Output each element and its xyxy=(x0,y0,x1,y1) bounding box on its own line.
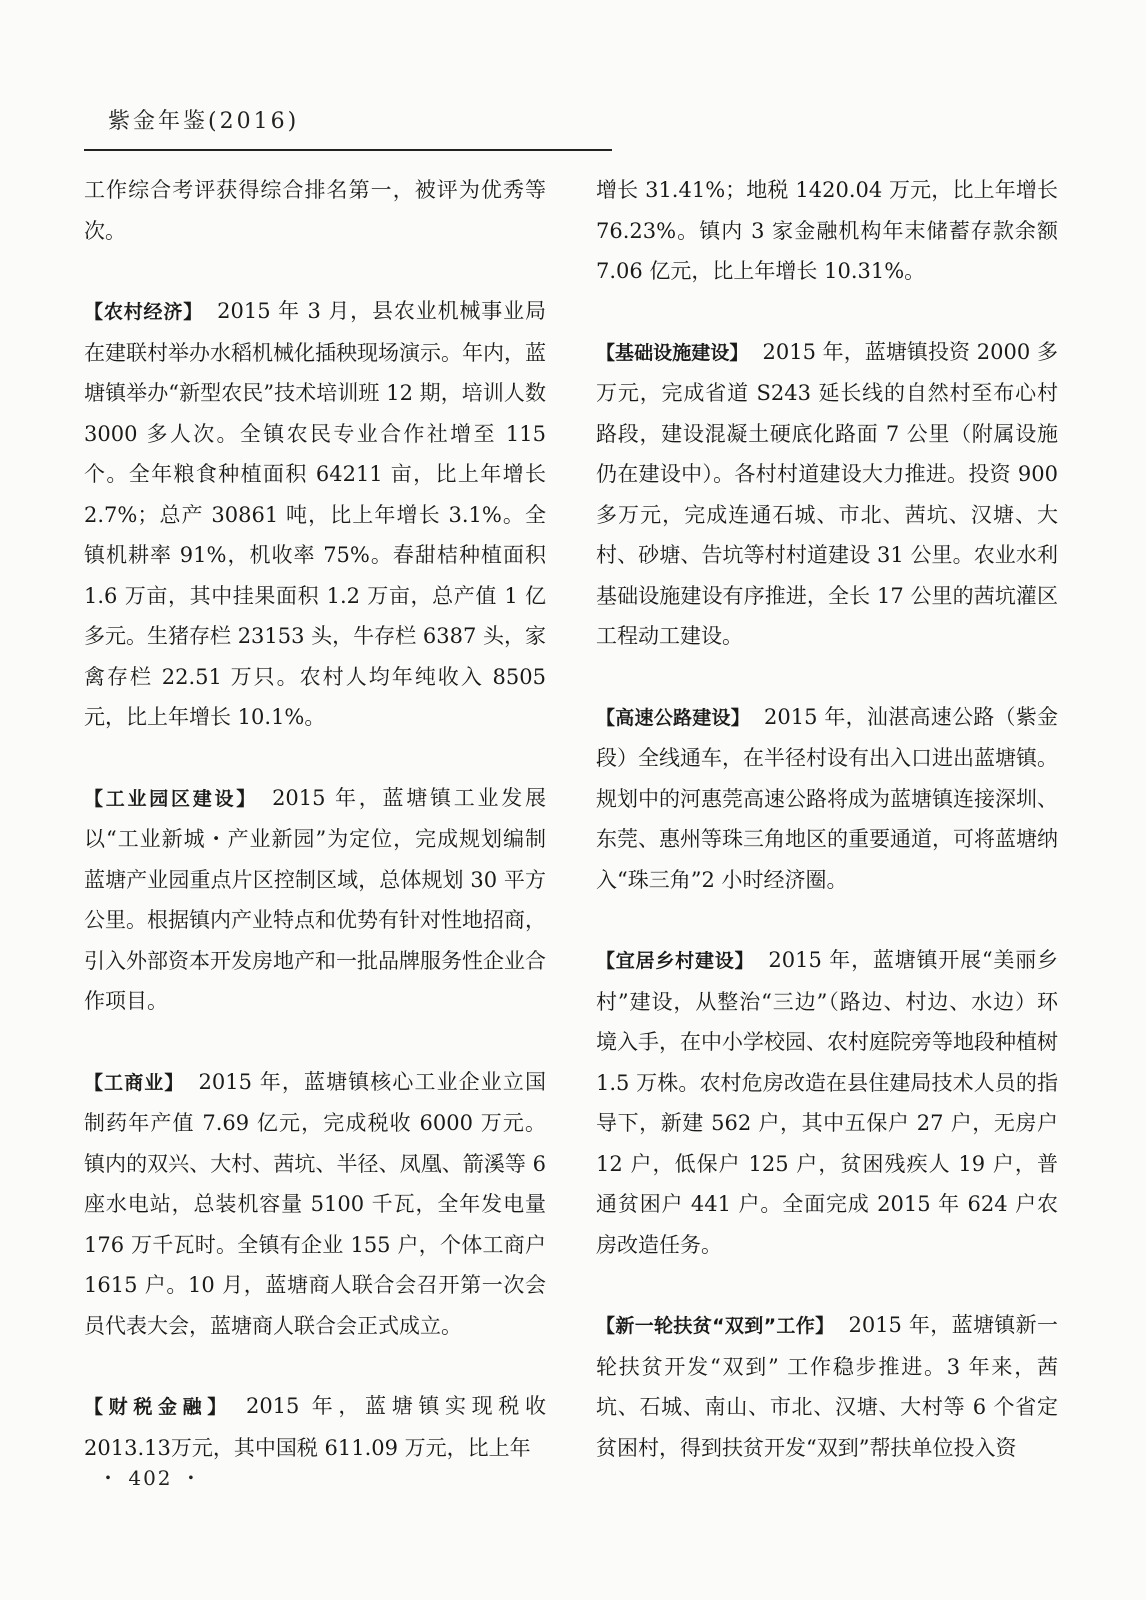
continued-paragraph: 增长 31.41%；地税 1420.04 万元，比上年增长 76.23%。镇内 3 家金融机构年末储蓄存款余额 7.06 亿元，比上年增长 10.31%。 xyxy=(596,178,1058,283)
section-heading: 【工商业】 xyxy=(84,1071,185,1094)
section-heading: 【宜居乡村建设】 xyxy=(596,950,755,972)
section-body: 2015 年，蓝塘镇核心工业企业立国制药年产值 7.69 亿元，完成税收 6000 万元。镇内的双兴、大村、茜坑、半径、凤凰、箭溪等 6 座水电站，总装机容量 5100 千瓦，全年发电量 176 万千瓦时。全镇有企业 155 户，个体工商户 1615 户。10 月，蓝塘商人联合会召开第一次会员代表大会，蓝塘商人联合会正式成立。 xyxy=(84,1069,546,1338)
section-heading: 【农村经济】 xyxy=(84,301,204,323)
section-body: 2015 年，蓝塘镇实现税收 2013.13万元，其中国税 611.09 万元，比上年 xyxy=(84,1394,546,1460)
header-rule xyxy=(84,149,612,151)
section-infrastructure xyxy=(596,332,1058,657)
section-body: 2015 年，汕湛高速公路（紫金段）全线通车，在半径村设有出入口进出蓝塘镇。规划中的河惠莞高速公路将成为蓝塘镇连接深圳、东莞、惠州等珠三角地区的重要通道，可将蓝塘纳入“珠三角”2 小时经济圈。 xyxy=(596,704,1058,892)
section-body: 2015 年，蓝塘镇工业发展以“工业新城・产业新园”为定位，完成规划编制蓝塘产业园重点片区控制区域，总体规划 30 平方公里。根据镇内产业特点和优势有针对性地招商，引入外部资本开发房地产和一批品牌服务性企业合作项目。 xyxy=(84,785,546,1013)
running-header: 紫金年鉴(2016) xyxy=(108,109,300,134)
section-heading: 【高速公路建设】 xyxy=(596,706,751,729)
section-body: 2015 年，蓝塘镇新一轮扶贫开发“双到” 工作稳步推进。3 年来，茜坑、石城、南山、市北、汉塘、大村等 6 个省定贫困村，得到扶贫开发“双到”帮扶单位投入资 xyxy=(596,1313,1058,1460)
section-body: 2015 年，蓝塘镇投资 2000 多万元，完成省道 S243 延长线的自然村至布心村路段，建设混凝土硬底化路面 7 公里（附属设施仍在建设中）。各村村道建设大力推进。投资 900 多万元，完成连通石城、市北、茜坑、汉塘、大村、砂塘、告坑等村村道建设 31 公里。农业水利基础设施建设有序推进，全长 17 公里的茜坑灌区工程动工建设。 xyxy=(596,339,1058,648)
section-heading: 【工业园区建设】 xyxy=(84,787,259,810)
section-livable-village xyxy=(596,940,1058,1265)
left-column xyxy=(84,170,546,1468)
section-heading: 【新一轮扶贫“双到”工作】 xyxy=(596,1315,835,1337)
section-heading: 【财税金融】 xyxy=(84,1396,232,1418)
section-expressway xyxy=(596,697,1058,901)
section-rural-economy xyxy=(84,291,546,738)
section-body: 2015 年 3 月，县农业机械事业局在建联村举办水稻机械化插秧现场演示。年内，蓝塘镇举办“新型农民”技术培训班 12 期，培训人数 3000 多人次。全镇农民专业合作社增至 115 个。全年粮食种植面积 64211 亩，比上年增长 2.7%；总产 30861 吨，比上年增长 3.1%。全镇机耕率 91%，机收率 75%。春甜桔种植面积 1.6 万亩，其中挂果面积 1.2 万亩，总产值 1 亿多元。生猪存栏 23153 头，牛存栏 6387 头，家禽存栏 22.51 万只。农村人均年纯收入 8505 元，比上年增长 10.1%。 xyxy=(84,299,546,729)
section-body: 2015 年，蓝塘镇开展“美丽乡村”建设，从整治“三边”（路边、村边、水边）环境入手，在中小学校园、农村庭院旁等地段种植树 1.5 万株。农村危房改造在县住建局技术人员的指导下，新建 562 户，其中五保户 27 户，无房户 12 户，低保户 125 户，贫困残疾人 19 户，普通贫困户 441 户。全面完成 2015 年 624 户农房改造任务。 xyxy=(596,948,1058,1257)
section-heading: 【基础设施建设】 xyxy=(596,341,749,364)
section-poverty-alleviation xyxy=(596,1305,1058,1468)
section-industrial-park xyxy=(84,778,546,1022)
right-column xyxy=(596,170,1058,1468)
page-number: ・ 402 ・ xyxy=(98,1466,203,1490)
section-industry-commerce xyxy=(84,1062,546,1347)
continued-paragraph: 工作综合考评获得综合排名第一，被评为优秀等次。 xyxy=(84,178,546,243)
section-finance-tax xyxy=(84,1386,546,1468)
